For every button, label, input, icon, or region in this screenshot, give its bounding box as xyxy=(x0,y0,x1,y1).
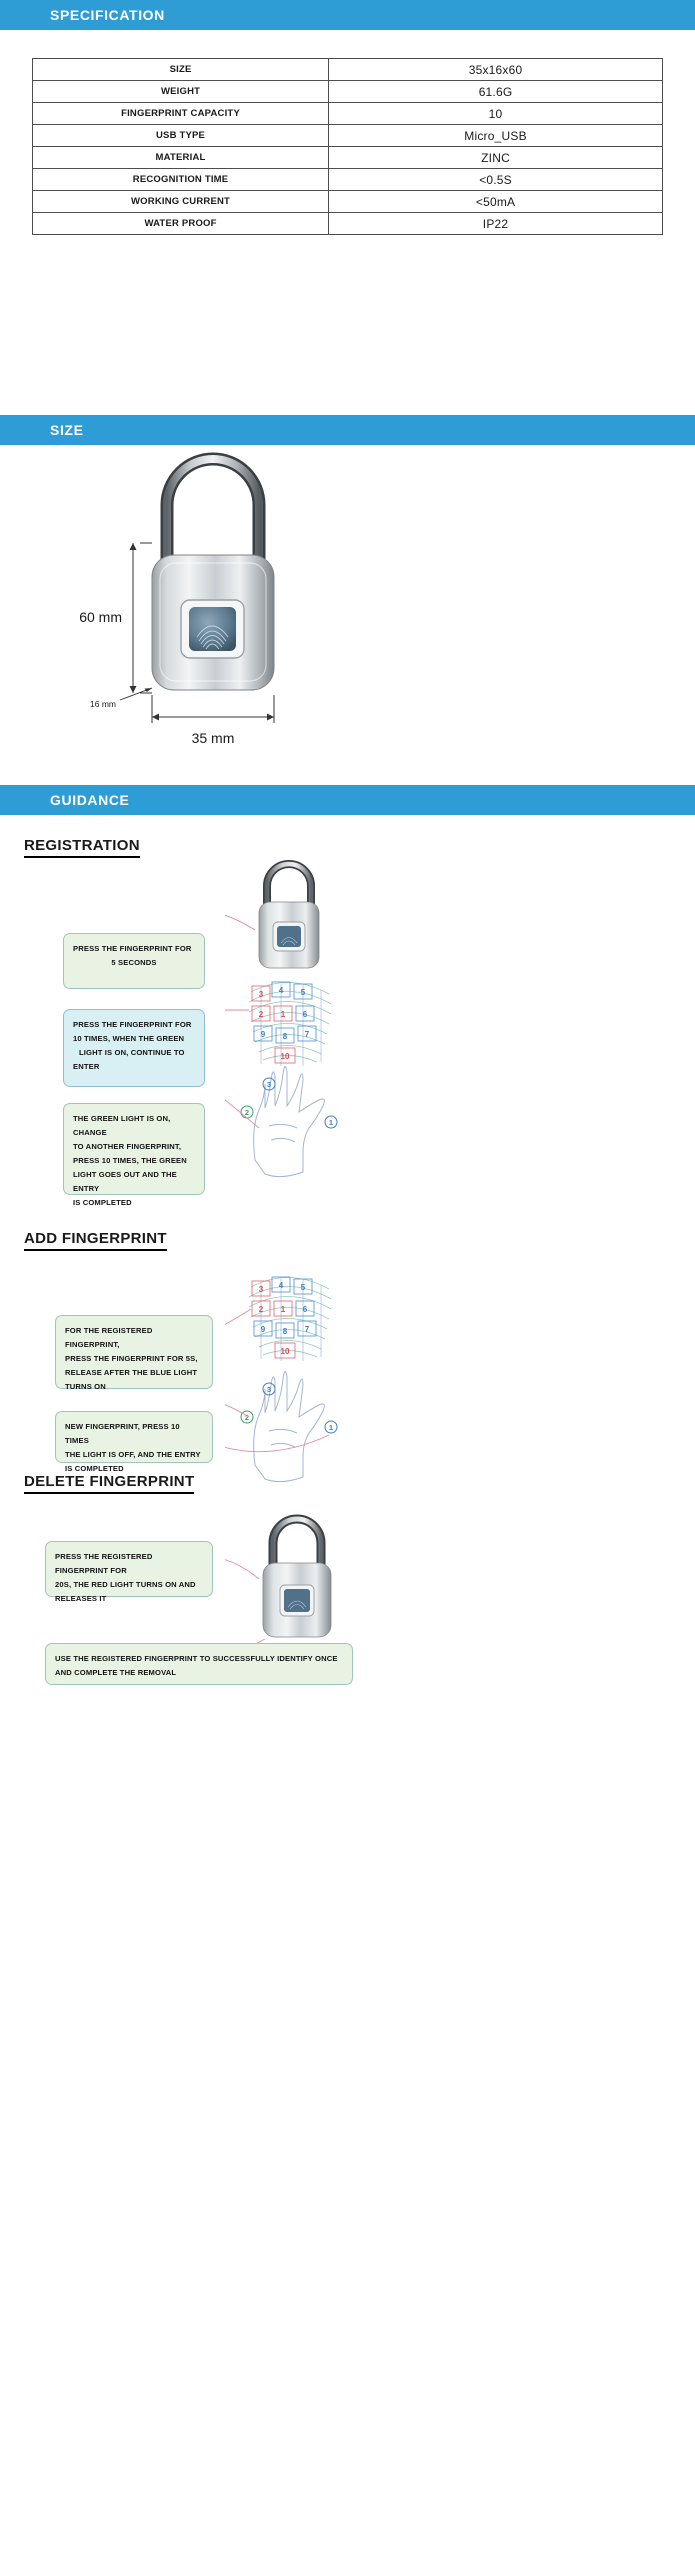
grid-number: 3 xyxy=(258,1285,264,1294)
callout-line: RELEASES IT xyxy=(55,1594,107,1604)
delete-fingerprint-step-2-callout xyxy=(45,1643,353,1685)
callout-line: TO ANOTHER FINGERPRINT, xyxy=(73,1142,182,1152)
add-fingerprint-heading-wrap xyxy=(0,1230,167,1251)
spec-key: WEIGHT xyxy=(33,81,329,103)
add-fingerprint-heading: ADD FINGERPRINT xyxy=(24,1230,167,1251)
spec-value: 61.6G xyxy=(329,81,663,103)
specification-table xyxy=(32,58,663,235)
callout-line: USE THE REGISTERED FINGERPRINT TO SUCCESSFULLY IDENTIFY ONCE xyxy=(55,1654,338,1663)
callout-line: PRESS THE FINGERPRINT FOR xyxy=(73,1020,192,1029)
grid-number: 5 xyxy=(300,988,306,997)
grid-number: 4 xyxy=(278,1281,284,1290)
specification-banner xyxy=(0,0,695,30)
callout-line: PRESS THE REGISTERED FINGERPRINT FOR xyxy=(55,1552,153,1576)
add-fingerprint-illustration xyxy=(225,1265,425,1505)
guidance-body xyxy=(0,815,695,1975)
grid-number: 7 xyxy=(304,1325,310,1334)
padlock-body xyxy=(152,555,274,690)
callout-line: PRESS THE FINGERPRINT FOR 5S, xyxy=(65,1354,198,1364)
callout-line: 10 TIMES, WHEN THE GREEN xyxy=(73,1034,185,1044)
spec-value: ZINC xyxy=(329,147,663,169)
spec-key: RECOGNITION TIME xyxy=(33,169,329,191)
delete-fingerprint-step-1-callout xyxy=(45,1541,213,1604)
hand-marker: 2 xyxy=(244,1108,250,1117)
depth-dimension xyxy=(120,688,152,700)
spec-value: Micro_USB xyxy=(329,125,663,147)
add-fingerprint-step-2-callout xyxy=(55,1411,213,1474)
callout-line: RELEASE AFTER THE BLUE LIGHT xyxy=(65,1368,198,1378)
grid-number: 3 xyxy=(258,990,264,999)
connector-arrows xyxy=(225,912,259,1128)
hand-marker: 3 xyxy=(266,1080,272,1089)
spec-value: 35x16x60 xyxy=(329,59,663,81)
fingerprint-grid xyxy=(249,1277,331,1361)
hand-marker: 3 xyxy=(266,1385,272,1394)
fingerprint-grid xyxy=(249,982,331,1066)
guidance-banner-title: GUIDANCE xyxy=(50,792,130,808)
callout-line: NEW FINGERPRINT, PRESS 10 TIMES xyxy=(65,1422,180,1446)
hand-illustration xyxy=(254,1371,325,1481)
grid-number: 2 xyxy=(258,1305,264,1314)
spec-value: IP22 xyxy=(329,213,663,235)
padlock-small-icon xyxy=(259,864,319,968)
width-dimension-label: 35 mm xyxy=(191,730,235,746)
grid-number: 9 xyxy=(260,1030,266,1039)
registration-heading-wrap xyxy=(0,815,695,858)
table-row xyxy=(33,81,663,103)
delete-fingerprint-heading-wrap xyxy=(0,1473,194,1494)
registration-step-3-callout xyxy=(63,1103,205,1208)
registration-illustration xyxy=(225,860,425,1200)
callout-line: THE LIGHT IS OFF, AND THE ENTRY xyxy=(65,1450,201,1460)
guidance-banner xyxy=(0,785,695,815)
callout-line: ENTER xyxy=(73,1062,100,1072)
grid-number: 5 xyxy=(300,1283,306,1292)
grid-number: 7 xyxy=(304,1030,310,1039)
table-row xyxy=(33,191,663,213)
spec-key: SIZE xyxy=(33,59,329,81)
table-row xyxy=(33,125,663,147)
width-dimension xyxy=(152,695,274,723)
depth-dimension-label: 16 mm xyxy=(90,699,116,709)
grid-number: 2 xyxy=(258,1010,264,1019)
grid-number: 8 xyxy=(282,1327,288,1336)
spec-value: <50mA xyxy=(329,191,663,213)
callout-line: TURNS ON xyxy=(65,1382,106,1392)
callout-line: 5 SECONDS xyxy=(111,958,157,968)
registration-heading: REGISTRATION xyxy=(24,837,140,858)
callout-line: IS COMPLETED xyxy=(65,1464,124,1474)
callout-line: LIGHT GOES OUT AND THE ENTRY xyxy=(73,1170,177,1194)
callout-line: LIGHT IS ON, CONTINUE TO xyxy=(79,1048,185,1058)
spec-key: FINGERPRINT CAPACITY xyxy=(33,103,329,125)
callout-line: PRESS 10 TIMES, THE GREEN xyxy=(73,1156,187,1166)
grid-number: 10 xyxy=(280,1347,290,1356)
registration-step-1-callout xyxy=(63,933,205,989)
delete-fingerprint-heading: DELETE FINGERPRINT xyxy=(24,1473,194,1494)
padlock-dimension-diagram xyxy=(0,445,695,775)
callout-line: IS COMPLETED xyxy=(73,1198,132,1208)
spec-value: <0.5S xyxy=(329,169,663,191)
height-dimension xyxy=(130,543,153,693)
hand-marker: 1 xyxy=(328,1118,334,1127)
grid-number: 8 xyxy=(282,1032,288,1041)
grid-number: 4 xyxy=(278,986,284,995)
grid-number: 6 xyxy=(302,1010,308,1019)
grid-number: 6 xyxy=(302,1305,308,1314)
table-row xyxy=(33,213,663,235)
size-banner xyxy=(0,415,695,445)
padlock-small-icon xyxy=(263,1519,331,1637)
spec-key: MATERIAL xyxy=(33,147,329,169)
table-row xyxy=(33,169,663,191)
table-row xyxy=(33,147,663,169)
size-banner-title: SIZE xyxy=(50,422,84,438)
table-row xyxy=(33,59,663,81)
callout-line: AND COMPLETE THE REMOVAL xyxy=(55,1668,177,1678)
table-row xyxy=(33,103,663,125)
padlock-shackle xyxy=(167,459,259,563)
callout-line: THE GREEN LIGHT IS ON, CHANGE xyxy=(73,1114,171,1138)
callout-line: PRESS THE FINGERPRINT FOR xyxy=(73,944,192,953)
grid-number: 10 xyxy=(280,1052,290,1061)
add-fingerprint-step-1-callout xyxy=(55,1315,213,1392)
specification-banner-title: SPECIFICATION xyxy=(50,7,165,23)
hand-illustration xyxy=(254,1066,325,1176)
registration-step-2-callout xyxy=(63,1009,205,1087)
grid-number: 9 xyxy=(260,1325,266,1334)
callout-line: 20S, THE RED LIGHT TURNS ON AND xyxy=(55,1580,196,1590)
spec-key: USB TYPE xyxy=(33,125,329,147)
hand-marker: 1 xyxy=(328,1423,334,1432)
spec-key: WORKING CURRENT xyxy=(33,191,329,213)
grid-number: 1 xyxy=(280,1305,286,1314)
height-dimension-label: 60 mm xyxy=(79,609,122,625)
grid-number: 1 xyxy=(280,1010,286,1019)
hand-marker: 2 xyxy=(244,1413,250,1422)
callout-line: FOR THE REGISTERED FINGERPRINT, xyxy=(65,1326,153,1350)
size-diagram-section xyxy=(0,445,695,775)
spec-value: 10 xyxy=(329,103,663,125)
spec-key: WATER PROOF xyxy=(33,213,329,235)
specification-table-wrap xyxy=(0,30,695,235)
